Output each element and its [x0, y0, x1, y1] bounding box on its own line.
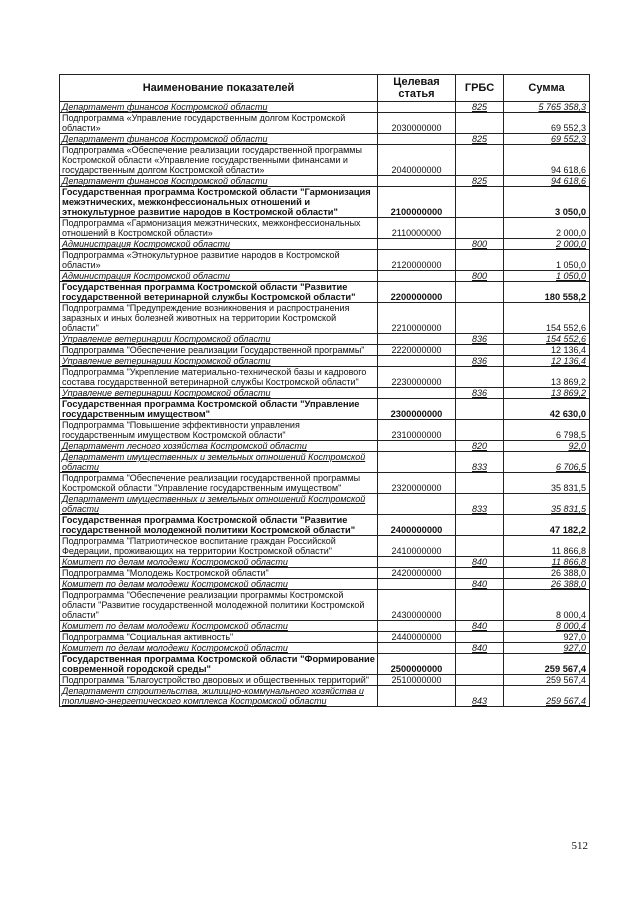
row-sum: 5 765 358,3	[504, 102, 590, 113]
row-target-article: 2320000000	[378, 473, 456, 494]
row-grbs: 825	[456, 134, 504, 145]
row-grbs	[456, 187, 504, 218]
table-row	[60, 218, 590, 239]
table-row	[60, 441, 590, 452]
row-grbs: 840	[456, 621, 504, 632]
row-grbs: 800	[456, 271, 504, 282]
row-grbs	[456, 568, 504, 579]
row-target-article: 2310000000	[378, 420, 456, 441]
row-target-article	[378, 494, 456, 515]
row-name: Подпрограмма «Управление государственным долгом Костромской области»	[60, 113, 378, 134]
row-sum: 35 831,5	[504, 473, 590, 494]
row-grbs	[456, 113, 504, 134]
row-grbs	[456, 282, 504, 303]
table-row	[60, 334, 590, 345]
table-row	[60, 420, 590, 441]
row-sum: 12 136,4	[504, 356, 590, 367]
row-name: Подпрограмма "Благоустройство дворовых и общественных территорий"	[60, 675, 378, 686]
row-grbs	[456, 675, 504, 686]
table-row	[60, 176, 590, 187]
row-name: Подпрограмма «Гармонизация межэтнических, межконфессиональных отношений в Костромской области»	[60, 218, 378, 239]
row-sum: 154 552,6	[504, 334, 590, 345]
row-grbs: 836	[456, 334, 504, 345]
row-sum: 927,0	[504, 632, 590, 643]
table-row	[60, 621, 590, 632]
row-grbs	[456, 399, 504, 420]
row-target-article	[378, 686, 456, 707]
row-target-article	[378, 621, 456, 632]
row-grbs	[456, 632, 504, 643]
table-row	[60, 356, 590, 367]
row-grbs: 820	[456, 441, 504, 452]
row-target-article: 2110000000	[378, 218, 456, 239]
row-name: Государственная программа Костромской области "Управление государственным имуществом"	[60, 399, 378, 420]
row-target-article: 2040000000	[378, 145, 456, 176]
row-grbs: 836	[456, 356, 504, 367]
row-sum: 8 000,4	[504, 621, 590, 632]
table-row	[60, 686, 590, 707]
header-sum: Сумма	[504, 75, 590, 102]
row-sum: 47 182,2	[504, 515, 590, 536]
row-target-article	[378, 388, 456, 399]
row-sum: 259 567,4	[504, 654, 590, 675]
row-target-article: 2230000000	[378, 367, 456, 388]
table-body	[60, 102, 590, 707]
row-name: Комитет по делам молодежи Костромской области	[60, 621, 378, 632]
row-target-article	[378, 557, 456, 568]
row-sum: 13 869,2	[504, 388, 590, 399]
row-sum: 6 706,5	[504, 452, 590, 473]
row-grbs: 840	[456, 643, 504, 654]
row-grbs: 825	[456, 102, 504, 113]
row-target-article	[378, 452, 456, 473]
row-target-article: 2440000000	[378, 632, 456, 643]
row-sum: 259 567,4	[504, 675, 590, 686]
row-grbs: 833	[456, 494, 504, 515]
row-grbs	[456, 515, 504, 536]
row-grbs	[456, 218, 504, 239]
row-grbs	[456, 145, 504, 176]
row-grbs: 843	[456, 686, 504, 707]
row-sum: 259 567,4	[504, 686, 590, 707]
row-name: Комитет по делам молодежи Костромской области	[60, 579, 378, 590]
table-row	[60, 452, 590, 473]
row-target-article: 2410000000	[378, 536, 456, 557]
row-target-article: 2510000000	[378, 675, 456, 686]
table-row	[60, 536, 590, 557]
row-grbs: 825	[456, 176, 504, 187]
row-target-article: 2420000000	[378, 568, 456, 579]
row-grbs	[456, 345, 504, 356]
table-row	[60, 557, 590, 568]
row-sum: 2 000,0	[504, 218, 590, 239]
row-grbs: 833	[456, 452, 504, 473]
table-row	[60, 515, 590, 536]
row-name: Подпрограмма "Повышение эффективности управления государственным имуществом Костромской области"	[60, 420, 378, 441]
row-sum: 1 050,0	[504, 271, 590, 282]
row-target-article: 2030000000	[378, 113, 456, 134]
row-grbs: 800	[456, 239, 504, 250]
row-target-article	[378, 134, 456, 145]
row-sum: 927,0	[504, 643, 590, 654]
row-grbs	[456, 590, 504, 621]
row-target-article: 2220000000	[378, 345, 456, 356]
table-row	[60, 568, 590, 579]
row-target-article: 2500000000	[378, 654, 456, 675]
row-name: Департамент имущественных и земельных отношений Костромской области	[60, 452, 378, 473]
row-name: Департамент лесного хозяйства Костромской области	[60, 441, 378, 452]
row-sum: 6 798,5	[504, 420, 590, 441]
budget-table	[59, 74, 590, 707]
row-target-article	[378, 441, 456, 452]
row-target-article	[378, 239, 456, 250]
row-target-article: 2100000000	[378, 187, 456, 218]
header-name: Наименование показателей	[60, 75, 378, 102]
row-target-article: 2300000000	[378, 399, 456, 420]
row-sum: 94 618,6	[504, 176, 590, 187]
row-name: Департамент финансов Костромской области	[60, 176, 378, 187]
table-row	[60, 271, 590, 282]
table-row	[60, 367, 590, 388]
row-sum: 26 388,0	[504, 579, 590, 590]
row-sum: 12 136,4	[504, 345, 590, 356]
row-sum: 69 552,3	[504, 134, 590, 145]
row-target-article	[378, 356, 456, 367]
row-name: Подпрограмма "Социальная активность"	[60, 632, 378, 643]
table-row	[60, 632, 590, 643]
header-target-article: Целевая статья	[378, 75, 456, 102]
row-name: Администрация Костромской области	[60, 271, 378, 282]
row-sum: 94 618,6	[504, 145, 590, 176]
table-row	[60, 345, 590, 356]
row-name: Департамент строительства, жилищно-коммунального хозяйства и топливно-энергетического комплекса Костромской области	[60, 686, 378, 707]
table-header-row	[60, 75, 590, 102]
table-row	[60, 239, 590, 250]
table-row	[60, 145, 590, 176]
row-name: Департамент финансов Костромской области	[60, 102, 378, 113]
row-name: Подпрограмма "Обеспечение реализации программы Костромской области "Развитие государственной молодежной политики Костромской области"	[60, 590, 378, 621]
row-grbs	[456, 250, 504, 271]
table-row	[60, 473, 590, 494]
row-name: Управление ветеринарии Костромской области	[60, 388, 378, 399]
row-grbs	[456, 367, 504, 388]
row-name: Департамент имущественных и земельных отношений Костромской области	[60, 494, 378, 515]
row-target-article	[378, 176, 456, 187]
row-target-article	[378, 102, 456, 113]
row-target-article: 2210000000	[378, 303, 456, 334]
row-name: Подпрограмма "Патриотическое воспитание граждан Российской Федерации, проживающих на территории Костромской области"	[60, 536, 378, 557]
row-name: Подпрограмма "Обеспечение реализации государственной программы Костромской области "Управление государственным имуществом"	[60, 473, 378, 494]
row-name: Подпрограмма «Этнокультурное развитие народов в Костромской области»	[60, 250, 378, 271]
row-target-article	[378, 643, 456, 654]
row-name: Государственная программа Костромской области "Гармонизация межэтнических, межконфессиональных отношений и этнокультурное развитие народов в Костромской области"	[60, 187, 378, 218]
row-target-article	[378, 579, 456, 590]
row-target-article	[378, 271, 456, 282]
row-sum: 42 630,0	[504, 399, 590, 420]
row-grbs	[456, 420, 504, 441]
page-number: 512	[571, 840, 588, 852]
row-name: Комитет по делам молодежи Костромской области	[60, 643, 378, 654]
table-row	[60, 675, 590, 686]
row-sum: 2 000,0	[504, 239, 590, 250]
row-name: Администрация Костромской области	[60, 239, 378, 250]
table-row	[60, 494, 590, 515]
row-sum: 69 552,3	[504, 113, 590, 134]
row-sum: 35 831,5	[504, 494, 590, 515]
row-sum: 11 866,8	[504, 536, 590, 557]
row-name: Государственная программа Костромской области "Формирование современной городской среды"	[60, 654, 378, 675]
table-row	[60, 643, 590, 654]
table-row	[60, 187, 590, 218]
row-grbs	[456, 536, 504, 557]
row-name: Подпрограмма «Обеспечение реализации государственной программы Костромской области «Управление государственными финансами и государственным долгом Костромской области»	[60, 145, 378, 176]
row-sum: 8 000,4	[504, 590, 590, 621]
row-sum: 13 869,2	[504, 367, 590, 388]
row-name: Управление ветеринарии Костромской области	[60, 334, 378, 345]
row-name: Подпрограмма "Предупреждение возникновения и распространения заразных и иных болезней животных на территории Костромской области"	[60, 303, 378, 334]
row-sum: 26 388,0	[504, 568, 590, 579]
row-name: Подпрограмма "Обеспечение реализации Государственной программы"	[60, 345, 378, 356]
row-target-article: 2200000000	[378, 282, 456, 303]
row-name: Подпрограмма "Укрепление материально-технической базы и кадрового состава государственной ветеринарной службы Костромской области"	[60, 367, 378, 388]
row-name: Управление ветеринарии Костромской области	[60, 356, 378, 367]
table-row	[60, 102, 590, 113]
row-name: Государственная программа Костромской области "Развитие государственной молодежной политики Костромской области"	[60, 515, 378, 536]
row-name: Департамент финансов Костромской области	[60, 134, 378, 145]
table-row	[60, 250, 590, 271]
row-name: Комитет по делам молодежи Костромской области	[60, 557, 378, 568]
row-sum: 3 050,0	[504, 187, 590, 218]
table-row	[60, 282, 590, 303]
row-sum: 154 552,6	[504, 303, 590, 334]
row-name: Государственная программа Костромской области "Развитие государственной ветеринарной службы Костромской области"	[60, 282, 378, 303]
table-row	[60, 303, 590, 334]
table-row	[60, 134, 590, 145]
row-grbs: 840	[456, 579, 504, 590]
row-sum: 11 866,8	[504, 557, 590, 568]
table-row	[60, 590, 590, 621]
row-target-article: 2120000000	[378, 250, 456, 271]
row-sum: 180 558,2	[504, 282, 590, 303]
row-target-article	[378, 334, 456, 345]
table-row	[60, 654, 590, 675]
row-grbs	[456, 303, 504, 334]
row-grbs	[456, 654, 504, 675]
row-target-article: 2430000000	[378, 590, 456, 621]
row-grbs: 840	[456, 557, 504, 568]
row-name: Подпрограмма "Молодежь Костромской области"	[60, 568, 378, 579]
header-grbs: ГРБС	[456, 75, 504, 102]
row-sum: 1 050,0	[504, 250, 590, 271]
table-row	[60, 113, 590, 134]
row-target-article: 2400000000	[378, 515, 456, 536]
row-sum: 92,0	[504, 441, 590, 452]
row-grbs: 836	[456, 388, 504, 399]
table-row	[60, 399, 590, 420]
table-row	[60, 579, 590, 590]
row-grbs	[456, 473, 504, 494]
table-row	[60, 388, 590, 399]
